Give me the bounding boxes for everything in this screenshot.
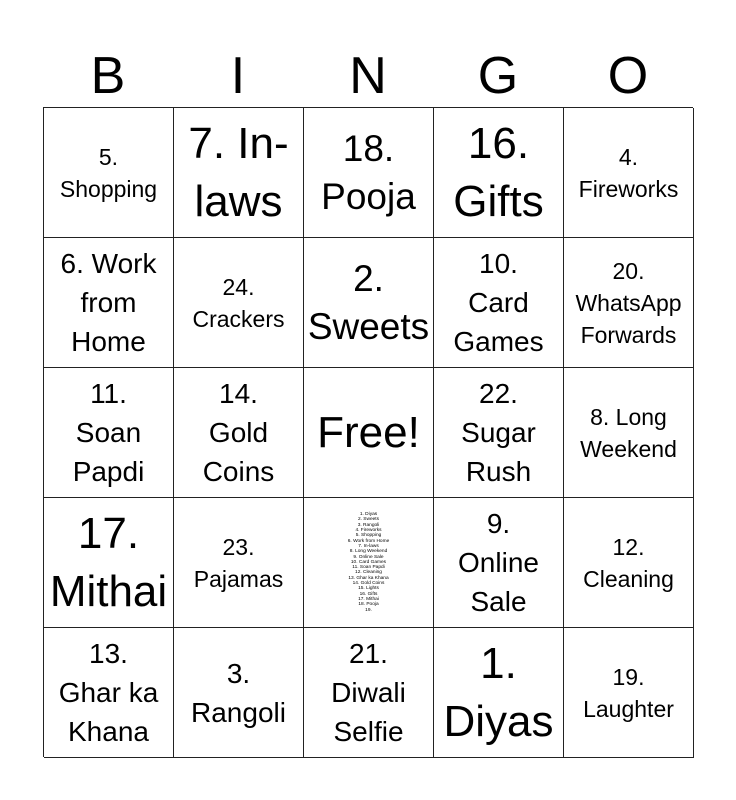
cell-label: 13. Ghar ka Khana (58, 638, 159, 747)
cell-label: 6. Work from Home (60, 248, 157, 357)
header-letter-b: B (90, 47, 126, 105)
cell-label: 2. Sweets (307, 257, 430, 347)
bingo-cell[interactable] (174, 368, 304, 498)
bingo-cell[interactable] (44, 108, 174, 238)
cell-label: 17. Mithai (49, 508, 168, 616)
bingo-cell[interactable] (564, 628, 694, 758)
bingo-cell[interactable] (564, 368, 694, 498)
bingo-cell[interactable] (434, 238, 564, 368)
bingo-cell[interactable] (304, 238, 434, 368)
cell-label: 18. Pooja (321, 127, 416, 217)
bingo-cell[interactable] (564, 108, 694, 238)
cell-label: 20. WhatsApp Forwards (575, 257, 682, 348)
cell-label: 1. Diyas (443, 638, 554, 746)
cell-word-list: 1. Diyas 2. Sweets 3. Rangoli 4. Fireworks 5. Shopping 6. Work from Home 7. In-laws 8. Long Weekend 9. Online Sale 10. Card Games 11. Soan Papdi 12. Cleaning 13. Ghar ka Khana 14. Gold Coins 15. Lights 16. Gifts 17. Mithai 18. Pooja 19. (347, 512, 390, 613)
cell-label: 16. Gifts (453, 118, 544, 226)
bingo-cell[interactable] (304, 498, 434, 628)
bingo-cell[interactable] (434, 368, 564, 498)
bingo-cell[interactable] (174, 628, 304, 758)
bingo-cell[interactable] (434, 498, 564, 628)
bingo-cell[interactable] (434, 108, 564, 238)
bingo-cell[interactable] (174, 238, 304, 368)
bingo-cell[interactable] (44, 368, 174, 498)
cell-label: 24. Crackers (192, 273, 285, 332)
bingo-cell[interactable] (304, 628, 434, 758)
cell-label: 10. Card Games (453, 248, 544, 357)
header-letter-o: O (607, 47, 649, 105)
cell-label: 7. In- laws (188, 118, 289, 226)
cell-label: 8. Long Weekend (580, 403, 677, 462)
bingo-cell[interactable] (304, 368, 434, 498)
cell-label: 23. Pajamas (193, 533, 284, 592)
bingo-grid (43, 107, 693, 757)
bingo-header (43, 46, 693, 106)
header-letter-i: I (230, 47, 246, 105)
cell-label: 21. Diwali Selfie (331, 638, 406, 747)
cell-label: 5. Shopping (59, 143, 158, 202)
bingo-cell[interactable] (174, 498, 304, 628)
cell-label: 12. Cleaning (583, 533, 674, 592)
header-letter-g: G (477, 47, 519, 105)
cell-label: 9. Online Sale (458, 508, 539, 617)
bingo-cell[interactable] (564, 498, 694, 628)
cell-label: 3. Rangoli (191, 657, 286, 728)
cell-label: Free! (317, 407, 420, 457)
bingo-cell[interactable] (434, 628, 564, 758)
bingo-cell[interactable] (564, 238, 694, 368)
cell-label: 14. Gold Coins (202, 378, 275, 487)
cell-label: 22. Sugar Rush (461, 378, 536, 487)
header-letter-n: N (349, 47, 387, 105)
cell-label: 4. Fireworks (578, 143, 679, 202)
bingo-cell[interactable] (174, 108, 304, 238)
bingo-cell[interactable] (44, 628, 174, 758)
bingo-cell[interactable] (44, 498, 174, 628)
cell-label: 19. Laughter (583, 663, 674, 722)
bingo-cell[interactable] (304, 108, 434, 238)
cell-label: 11. Soan Papdi (72, 378, 145, 487)
bingo-cell[interactable] (44, 238, 174, 368)
